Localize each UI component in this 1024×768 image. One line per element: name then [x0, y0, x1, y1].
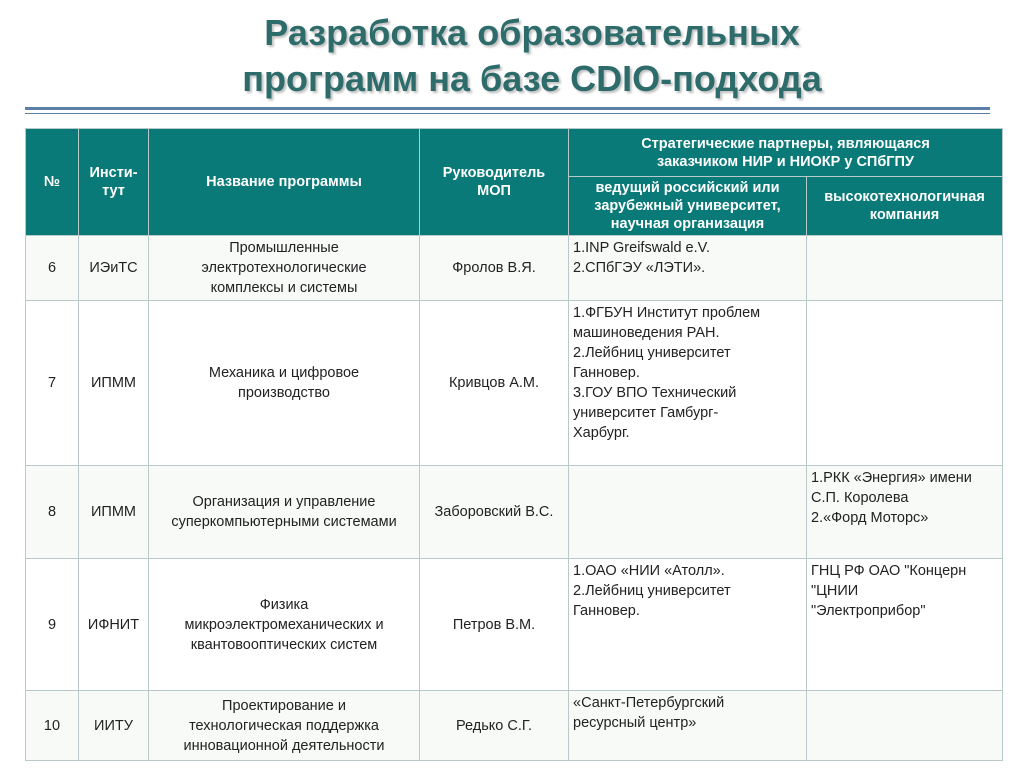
cell-program-head: Фролов В.Я.	[420, 236, 569, 301]
cell-institute: ИФНИТ	[79, 559, 149, 691]
table-row	[26, 301, 1003, 466]
header-partner-university: ведущий российский или зарубежный университет, научная организация	[569, 177, 807, 236]
cell-number: 10	[26, 691, 79, 761]
cell-program-name: Физика микроэлектромеханических и квантовооптических систем	[149, 559, 420, 691]
table-row	[26, 691, 1003, 761]
title-underline-thin	[25, 113, 990, 114]
cell-partner-university: 1.ОАО «НИИ «Атолл». 2.Лейбниц университет Ганновер.	[569, 559, 807, 691]
cell-partner-university	[569, 466, 807, 559]
cell-partner-university: «Санкт-Петербургский ресурсный центр»	[569, 691, 807, 761]
header-institute: Инсти- тут	[79, 129, 149, 236]
cell-program-name: Проектирование и технологическая поддержка инновационной деятельности	[149, 691, 420, 761]
cell-number: 8	[26, 466, 79, 559]
programs-table	[25, 128, 1003, 761]
header-program-head: Руководитель МОП	[420, 129, 569, 236]
cell-number: 7	[26, 301, 79, 466]
cell-program-head: Петров В.М.	[420, 559, 569, 691]
cell-institute: ИЭиТС	[79, 236, 149, 301]
cell-partner-company	[807, 301, 1003, 466]
cell-program-name: Промышленные электротехнологические комплексы и системы	[149, 236, 420, 301]
header-partner-company: высокотехнологичная компания	[807, 177, 1003, 236]
slide-title	[0, 10, 1024, 102]
cell-number: 9	[26, 559, 79, 691]
cell-partner-company	[807, 236, 1003, 301]
slide-title-line-2: программ на базе CDIO-подхода	[242, 58, 822, 99]
table-row	[26, 559, 1003, 691]
header-strategic-partners: Стратегические партнеры, являющаяся заказчиком НИР и НИОКР у СПбГПУ	[569, 129, 1003, 177]
header-program-name: Название программы	[149, 129, 420, 236]
slide-title-line-1: Разработка образовательных	[264, 12, 800, 53]
cell-institute: ИИТУ	[79, 691, 149, 761]
cell-institute: ИПММ	[79, 301, 149, 466]
cell-program-head: Редько С.Г.	[420, 691, 569, 761]
table-row	[26, 236, 1003, 301]
cell-program-head: Кривцов А.М.	[420, 301, 569, 466]
cell-partner-company	[807, 691, 1003, 761]
cell-partner-company: 1.РКК «Энергия» имени С.П. Королева 2.«Форд Моторс»	[807, 466, 1003, 559]
table-row	[26, 466, 1003, 559]
title-underline-thick	[25, 107, 990, 110]
cell-number: 6	[26, 236, 79, 301]
cell-program-name: Организация и управление суперкомпьютерными системами	[149, 466, 420, 559]
cell-partner-company: ГНЦ РФ ОАО "Концерн "ЦНИИ "Электроприбор"	[807, 559, 1003, 691]
cell-partner-university: 1.ФГБУН Институт проблем машиноведения РАН. 2.Лейбниц университет Ганновер. 3.ГОУ ВПО Технический университет Гамбург- Харбург.	[569, 301, 807, 466]
cell-program-name: Механика и цифровое производство	[149, 301, 420, 466]
cell-program-head: Заборовский В.С.	[420, 466, 569, 559]
cell-partner-university: 1.INP Greifswald e.V. 2.СПбГЭУ «ЛЭТИ».	[569, 236, 807, 301]
header-number: №	[26, 129, 79, 236]
cell-institute: ИПММ	[79, 466, 149, 559]
